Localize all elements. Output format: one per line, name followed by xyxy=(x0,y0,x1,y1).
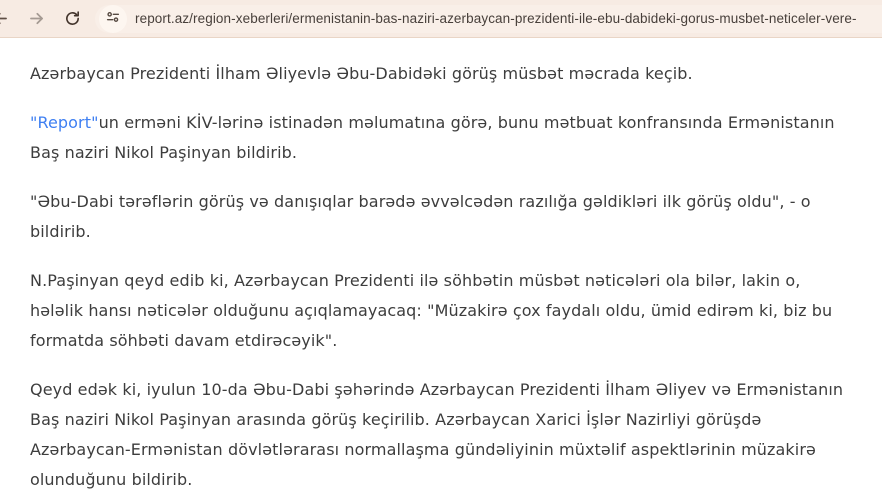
reload-icon xyxy=(64,10,81,27)
url-text[interactable]: report.az/region-xeberleri/ermenistanin-bas-naziri-azerbaycan-prezidenti-ile-ebu-dabideki-gorus-musbet-neticeler-vere- xyxy=(135,11,857,26)
back-arrow-icon xyxy=(0,9,10,28)
back-button[interactable] xyxy=(0,6,13,32)
article-paragraph-4: N.Paşinyan qeyd edib ki, Azərbaycan Prezidenti ilə söhbətin müsbət nəticələri ola bilər, lakin o, hələlik hansı nəticələr olduğunu açıqlamayacaq: "Müzakirə çox faydalı oldu, ümid edirəm ki, biz bu formatda söhbəti davam etdirəcəyik". xyxy=(30,271,833,350)
article-paragraph-3: "Əbu-Dabi tərəflərin görüş və danışıqlar barədə əvvəlcədən razılığa gəldikləri ilk görüş oldu", - o bildirib. xyxy=(30,192,811,241)
site-settings-button[interactable] xyxy=(99,5,127,33)
address-bar[interactable] xyxy=(95,5,882,33)
reload-button[interactable] xyxy=(59,6,85,32)
forward-arrow-icon xyxy=(27,9,46,28)
browser-toolbar xyxy=(0,0,882,38)
article-paragraph-5: Qeyd edək ki, iyulun 10-da Əbu-Dabi şəhərində Azərbaycan Prezidenti İlham Əliyev və Ermənistanın Baş naziri Nikol Paşinyan arasında görüş keçirilib. Azərbaycan Xarici İşlər Nazirliyi görüşdə Azərbaycan-Ermənistan dövlətlərarası normallaşma gündəliyinin müxtəlif aspektlərinin müzakirə olunduğunu bildirib. xyxy=(30,380,844,489)
article-paragraph-2 xyxy=(30,108,852,168)
article-body xyxy=(0,38,882,495)
forward-button[interactable] xyxy=(23,6,49,32)
tune-icon xyxy=(105,9,121,28)
article-paragraph-2-text: un erməni KİV-lərinə istinadən məlumatına görə, bunu mətbuat konfransında Ermənistanın Baş naziri Nikol Paşinyan bildirib. xyxy=(30,113,835,162)
article-paragraph-1: Azərbaycan Prezidenti İlham Əliyevlə Əbu-Dabidəki görüş müsbət məcrada keçib. xyxy=(30,64,693,83)
report-source-link[interactable]: "Report" xyxy=(30,113,99,132)
